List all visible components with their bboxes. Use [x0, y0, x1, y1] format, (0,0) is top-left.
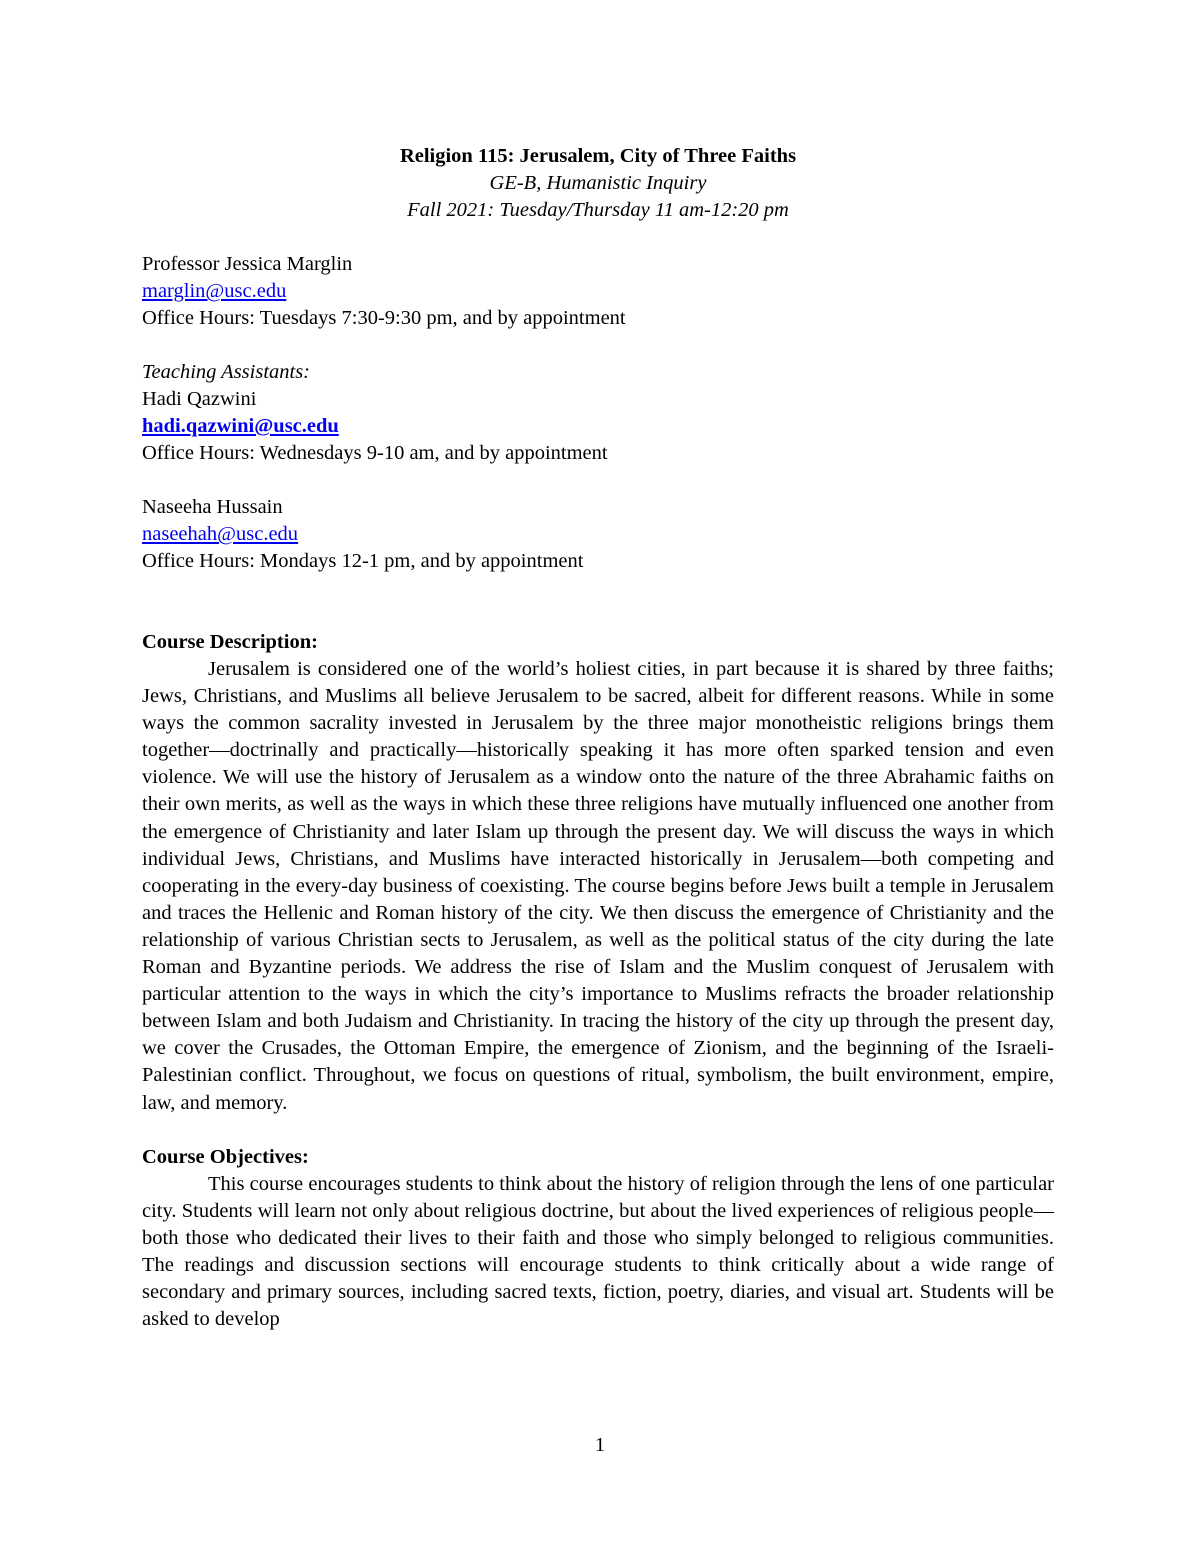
ta-email-link[interactable]: hadi.qazwini@usc.edu	[142, 415, 339, 437]
professor-email-link[interactable]: marglin@usc.edu	[142, 280, 287, 302]
course-title: Religion 115: Jerusalem, City of Three Faiths	[399, 145, 797, 167]
professor-name: Professor Jessica Marglin	[142, 253, 353, 275]
spacer	[142, 467, 1054, 494]
course-objectives-text: This course encourages students to think about the history of religion through the lens of one particular city. Students will learn not only about religious doctrine, but about the lived experiences of religious people—both those who dedicated their lives to their faith and those who simply belonged to religious communities. The readings and discussion sections will encourage students to think critically about a wide range of secondary and primary sources, including sacred texts, fiction, poetry, diaries, and visual art. Students will be asked to develop	[142, 1172, 1054, 1331]
ta-label: Teaching Assistants:	[142, 361, 311, 383]
ta-name: Naseeha Hussain	[142, 496, 283, 518]
professor-office-hours: Office Hours: Tuesdays 7:30-9:30 pm, and by appointment	[142, 307, 626, 329]
document-page	[142, 143, 1054, 1333]
spacer	[142, 224, 1054, 251]
ta-office-hours: Office Hours: Wednesdays 9-10 am, and by appointment	[142, 442, 608, 464]
ta-email-link[interactable]: naseehah@usc.edu	[142, 523, 299, 545]
spacer	[142, 1117, 1054, 1144]
ta-name: Hadi Qazwini	[142, 388, 257, 410]
course-objectives-heading: Course Objectives:	[142, 1145, 309, 1168]
course-description-text: Jerusalem is considered one of the world’s holiest cities, in part because it is shared by three faiths; Jews, Christians, and Muslims all believe Jerusalem to be sacred, albeit for different reasons. While in some ways the common sacrality invested in Jerusalem by the three major monotheistic religions brings them together—doctrinally and practically—historically speaking it has more often sparked tension and even violence. We will use the history of Jerusalem as a window onto the nature of the three Abrahamic faiths on their own merits, as well as the ways in which these three religions have mutually influenced one another from the emergence of Christianity and later Islam up through the present day. We will discuss the ways in which individual Jews, Christians, and Muslims have interacted historically in Jerusalem—both competing and cooperating in the every-day business of coexisting. The course begins before Jews built a temple in Jerusalem and traces the Hellenic and Roman history of the city. We then discuss the emergence of Christianity and the relationship of various Christian sects to Jerusalem, as well as the political status of the city during the late Roman and Byzantine periods. We address the rise of Islam and the Muslim conquest of Jerusalem with particular attention to the ways in which the city’s importance to Muslims refracts the broader relationship between Islam and both Judaism and Christianity. In tracing the history of the city up through the present day, we cover the Crusades, the Ottoman Empire, the emergence of Zionism, and the beginning of the Israeli-Palestinian conflict. Throughout, we focus on questions of ritual, symbolism, the built environment, empire, law, and memory.	[142, 658, 1054, 1114]
ta-office-hours: Office Hours: Mondays 12-1 pm, and by appointment	[142, 550, 584, 572]
course-description-heading: Course Description:	[142, 631, 318, 653]
page-number: 1	[594, 1434, 606, 1456]
course-subtitle: GE-B, Humanistic Inquiry	[489, 172, 707, 194]
spacer	[142, 575, 1054, 629]
spacer	[142, 332, 1054, 359]
course-schedule: Fall 2021: Tuesday/Thursday 11 am-12:20 pm	[407, 199, 789, 221]
